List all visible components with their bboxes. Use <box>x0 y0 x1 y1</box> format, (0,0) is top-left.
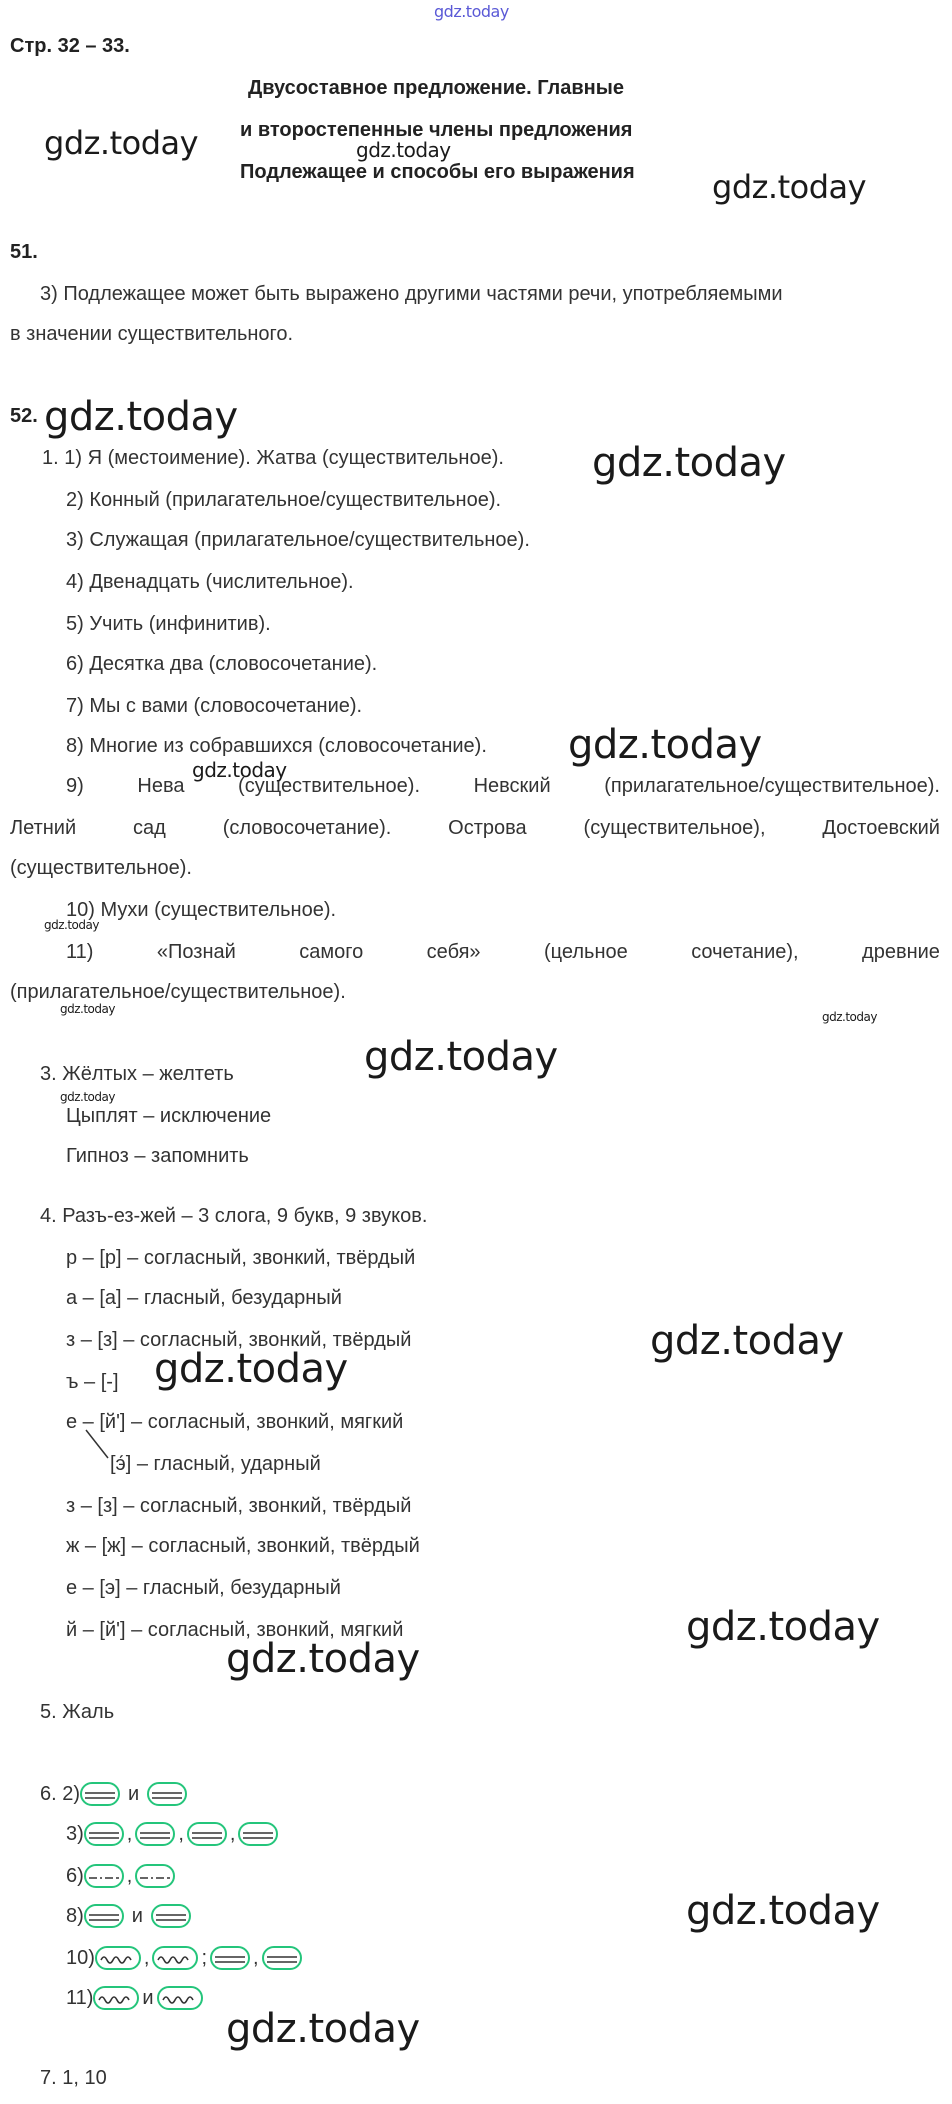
answer-item-9-line3: (существительное). <box>10 857 192 879</box>
adverbial-mark <box>135 1864 175 1888</box>
watermark: gdz.today <box>686 1888 880 1934</box>
phonetic-row: е – [й'] – согласный, звонкий, мягкий <box>66 1411 404 1433</box>
exercise-51-line2: в значении существительного. <box>10 323 294 345</box>
answer-item-9: 9) Нева (существительное). Невский (прилагательное/существительное). <box>66 775 940 797</box>
phonetic-row: ж – [ж] – согласный, звонкий, твёрдый <box>66 1535 420 1557</box>
answer-item: 2) Конный (прилагательное/существительное). <box>66 489 502 511</box>
phonetic-row: з – [з] – согласный, звонкий, твёрдый <box>66 1495 412 1517</box>
watermark: gdz.today <box>364 1034 558 1080</box>
answer-item: 6) Десятка два (словосочетание). <box>66 653 378 675</box>
phonetic-row: р – [р] – согласный, звонкий, твёрдый <box>66 1247 416 1269</box>
exercise-51-line1: 3) Подлежащее может быть выражено другими частями речи, употребляемыми <box>40 283 783 305</box>
task7: 7. 1, 10 <box>40 2067 107 2089</box>
predicate-mark <box>135 1822 175 1846</box>
phonetic-row: а – [а] – гласный, безударный <box>66 1287 342 1309</box>
exercise-52-number: 52. <box>10 405 38 427</box>
watermark: gdz.today <box>226 2006 420 2052</box>
answer-item: 4) Двенадцать (числительное). <box>66 571 354 593</box>
attribute-mark <box>95 1946 141 1970</box>
watermark: gdz.today <box>154 1346 348 1392</box>
answer-item: 7) Мы с вами (словосочетание). <box>66 695 363 717</box>
answer-item: 8) Многие из собравшихся (словосочетание). <box>66 735 487 757</box>
answer-item: 1. 1) Я (местоимение). Жатва (существительное). <box>42 447 504 469</box>
adverbial-mark <box>84 1864 124 1888</box>
attribute-mark <box>152 1946 198 1970</box>
watermark: gdz.today <box>60 1090 115 1104</box>
task3-line: Гипноз – запомнить <box>66 1145 249 1167</box>
watermark: gdz.today <box>822 1010 877 1024</box>
exercise-51-number: 51. <box>10 241 38 263</box>
task6-row: 11) и <box>66 1984 203 2012</box>
predicate-mark <box>84 1822 124 1846</box>
watermark: gdz.today <box>650 1318 844 1364</box>
section-title-line2: и второстепенные члены предложения <box>240 119 633 141</box>
answer-item-9-line2: Летний сад (словосочетание). Острова (существительное), Достоевский <box>10 817 940 839</box>
branch-line <box>84 1428 112 1462</box>
answer-item-10: 10) Мухи (существительное). <box>66 899 337 921</box>
predicate-mark <box>84 1904 124 1928</box>
phonetic-row: [э́] – гласный, ударный <box>110 1453 321 1475</box>
phonetic-row: з – [з] – согласный, звонкий, твёрдый <box>66 1329 412 1351</box>
predicate-mark <box>147 1782 187 1806</box>
watermark: gdz.today <box>226 1636 420 1682</box>
predicate-mark <box>187 1822 227 1846</box>
watermark: gdz.today <box>356 138 451 162</box>
watermark: gdz.today <box>44 918 99 932</box>
watermark: gdz.today <box>44 394 238 440</box>
task3-line: Цыплят – исключение <box>66 1105 272 1127</box>
task3-line: 3. Жёлтых – желтеть <box>40 1063 234 1085</box>
predicate-mark <box>262 1946 302 1970</box>
task6-row: 10) , ; , <box>66 1944 302 1972</box>
answer-item: 5) Учить (инфинитив). <box>66 613 271 635</box>
phonetic-row: ъ – [-] <box>66 1371 119 1393</box>
watermark: gdz.today <box>712 168 867 206</box>
page-range: Стр. 32 – 33. <box>10 35 130 57</box>
answer-item-11: 11) «Познай самого себя» (цельное сочетание), древние <box>66 941 940 963</box>
task6-row: 3) , , , <box>66 1820 278 1848</box>
predicate-mark <box>151 1904 191 1928</box>
section-title-line1: Двусоставное предложение. Главные <box>248 77 624 99</box>
task6-row: 6) , <box>66 1862 175 1890</box>
answer-item-11-line2: (прилагательное/существительное). <box>10 981 346 1003</box>
predicate-mark <box>80 1782 120 1806</box>
predicate-mark <box>210 1946 250 1970</box>
watermark-top: gdz.today <box>434 2 509 21</box>
predicate-mark <box>238 1822 278 1846</box>
phonetic-row: е – [э] – гласный, безударный <box>66 1577 341 1599</box>
watermark: gdz.today <box>192 758 287 782</box>
task4-title: 4. Разъ-ез-жей – 3 слога, 9 букв, 9 звуков. <box>40 1205 428 1227</box>
answer-item: 3) Служащая (прилагательное/существительное). <box>66 529 530 551</box>
attribute-mark <box>93 1986 139 2010</box>
watermark: gdz.today <box>686 1604 880 1650</box>
section-title-line3: Подлежащее и способы его выражения <box>240 161 635 183</box>
watermark: gdz.today <box>44 124 199 162</box>
watermark: gdz.today <box>568 722 762 768</box>
attribute-mark <box>157 1986 203 2010</box>
task5: 5. Жаль <box>40 1701 115 1723</box>
task6-row: 8) и <box>66 1902 191 1930</box>
task6-row: 6. 2) и <box>40 1780 187 1808</box>
watermark: gdz.today <box>60 1002 115 1016</box>
watermark: gdz.today <box>592 440 786 486</box>
phonetic-row: й – [й'] – согласный, звонкий, мягкий <box>66 1619 404 1641</box>
